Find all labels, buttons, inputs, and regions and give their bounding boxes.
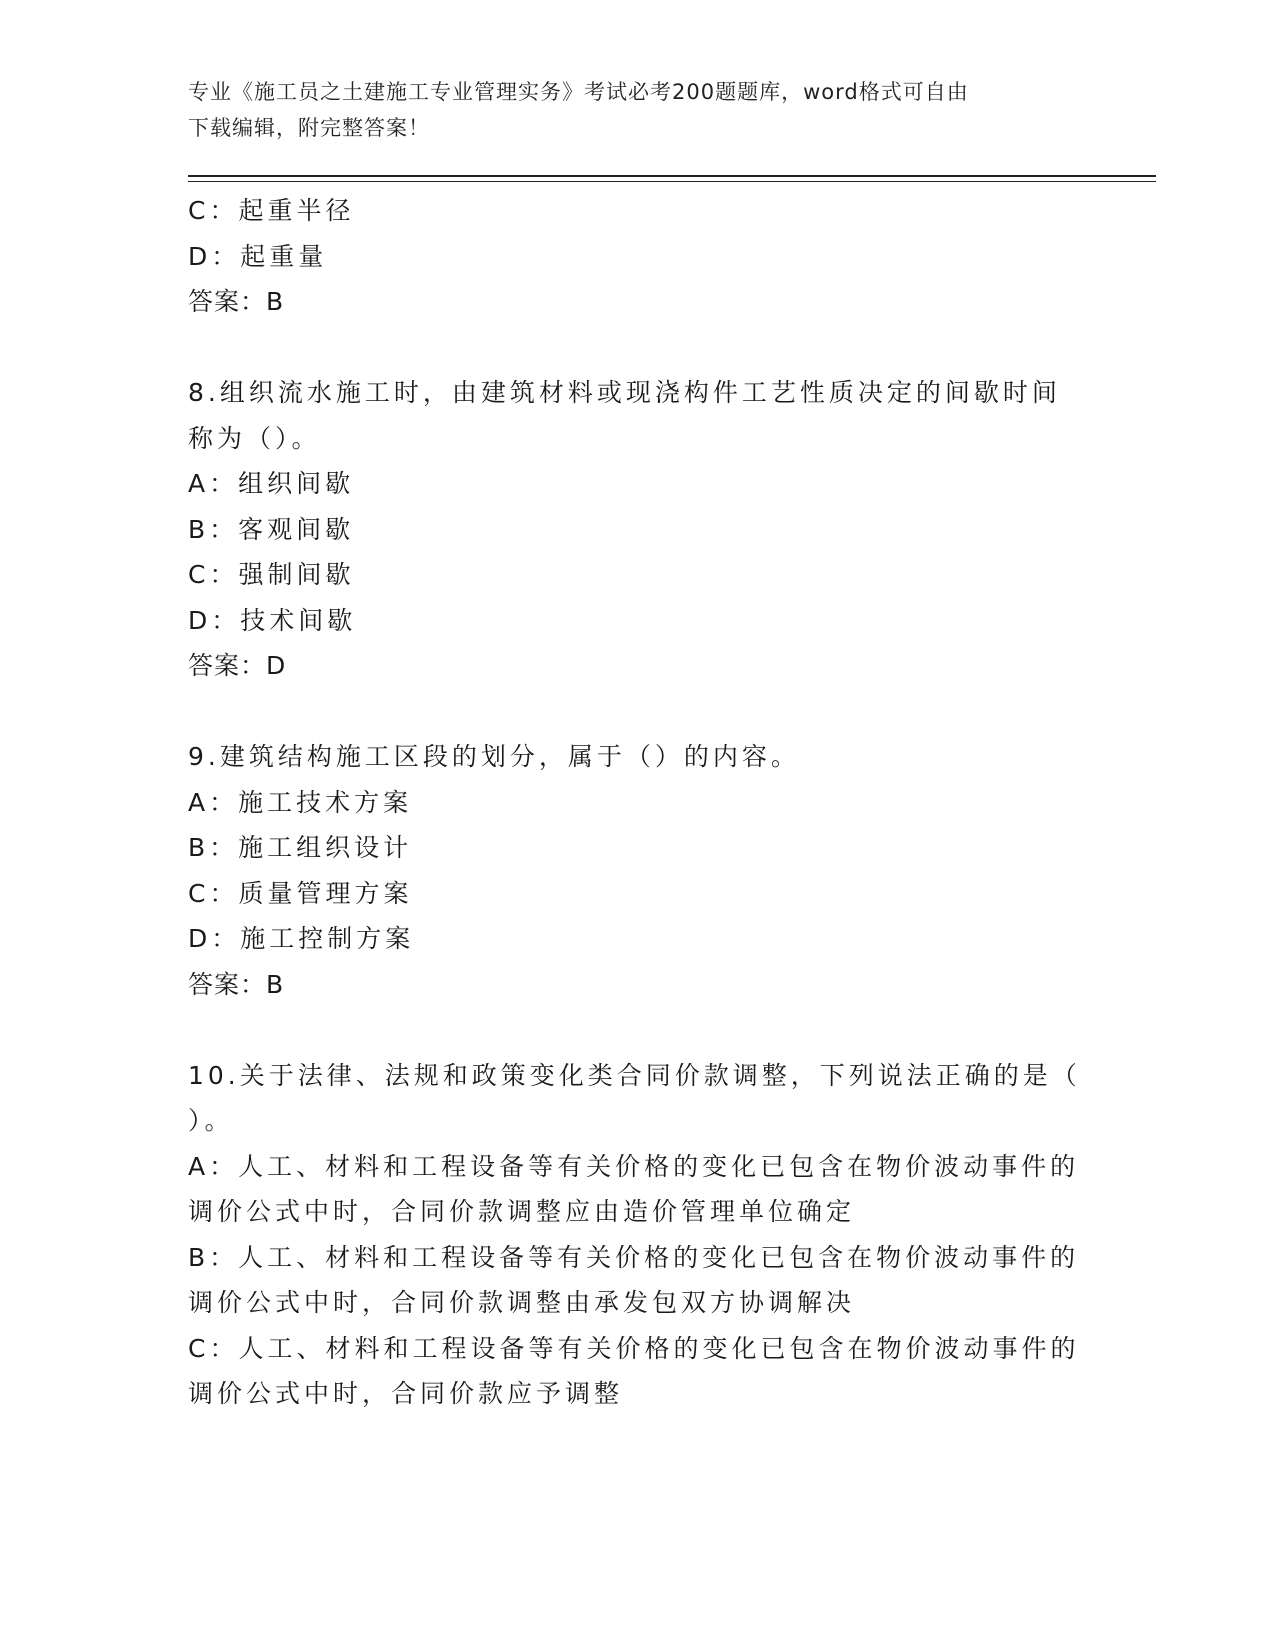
option-b: B：施工组织设计 bbox=[188, 833, 413, 862]
option-d: D：技术间歇 bbox=[188, 605, 357, 635]
answer: 答案：B bbox=[188, 969, 285, 999]
option-b: B：人工、材料和工程设备等有关价格的变化已包含在物价波动事件的 bbox=[188, 1242, 1080, 1272]
option-c: C：人工、材料和工程设备等有关价格的变化已包含在物价波动事件的 bbox=[188, 1333, 1080, 1363]
header-divider-thin bbox=[188, 181, 1156, 182]
option-b: B：客观间歇 bbox=[188, 514, 355, 544]
question-10 bbox=[188, 1053, 1088, 1417]
option-a: A：施工技术方案 bbox=[188, 787, 413, 817]
header-line-2: 下载编辑，附完整答案！ bbox=[188, 116, 430, 140]
option-c: C：强制间歇 bbox=[188, 560, 355, 589]
spacer bbox=[188, 1007, 1088, 1053]
option-d: D：起重量 bbox=[188, 241, 328, 271]
document-header bbox=[188, 74, 1068, 146]
option-b-continued: 调价公式中时，合同价款调整由承发包双方协调解决 bbox=[188, 1288, 856, 1317]
question-content bbox=[188, 188, 1088, 1417]
header-divider-thick bbox=[188, 175, 1156, 177]
question-stem-continued: 称为（）。 bbox=[188, 423, 321, 453]
option-c: C：质量管理方案 bbox=[188, 878, 413, 908]
question-stem: 9.建筑结构施工区段的划分，属于（）的内容。 bbox=[188, 742, 800, 771]
option-a: A：人工、材料和工程设备等有关价格的变化已包含在物价波动事件的 bbox=[188, 1151, 1080, 1181]
answer: 答案：B bbox=[188, 287, 285, 316]
option-c-continued: 调价公式中时，合同价款应予调整 bbox=[188, 1379, 624, 1408]
question-9 bbox=[188, 734, 1088, 1007]
question-8 bbox=[188, 370, 1088, 689]
question-stem-continued: ）。 bbox=[188, 1106, 234, 1135]
answer: 答案：D bbox=[188, 651, 287, 680]
spacer bbox=[188, 689, 1088, 735]
question-stem: 10.关于法律、法规和政策变化类合同价款调整，下列说法正确的是（ bbox=[188, 1060, 1081, 1090]
question-stem: 8.组织流水施工时，由建筑材料或现浇构件工艺性质决定的间歇时间 bbox=[188, 378, 1061, 407]
option-a: A：组织间歇 bbox=[188, 469, 355, 498]
spacer bbox=[188, 325, 1088, 371]
question-7-tail bbox=[188, 188, 1088, 325]
option-d: D：施工控制方案 bbox=[188, 924, 415, 953]
option-a-continued: 调价公式中时，合同价款调整应由造价管理单位确定 bbox=[188, 1197, 856, 1226]
header-line-1: 专业《施工员之土建施工专业管理实务》考试必考200题题库，word格式可自由 bbox=[188, 80, 969, 104]
option-c: C：起重半径 bbox=[188, 196, 355, 225]
